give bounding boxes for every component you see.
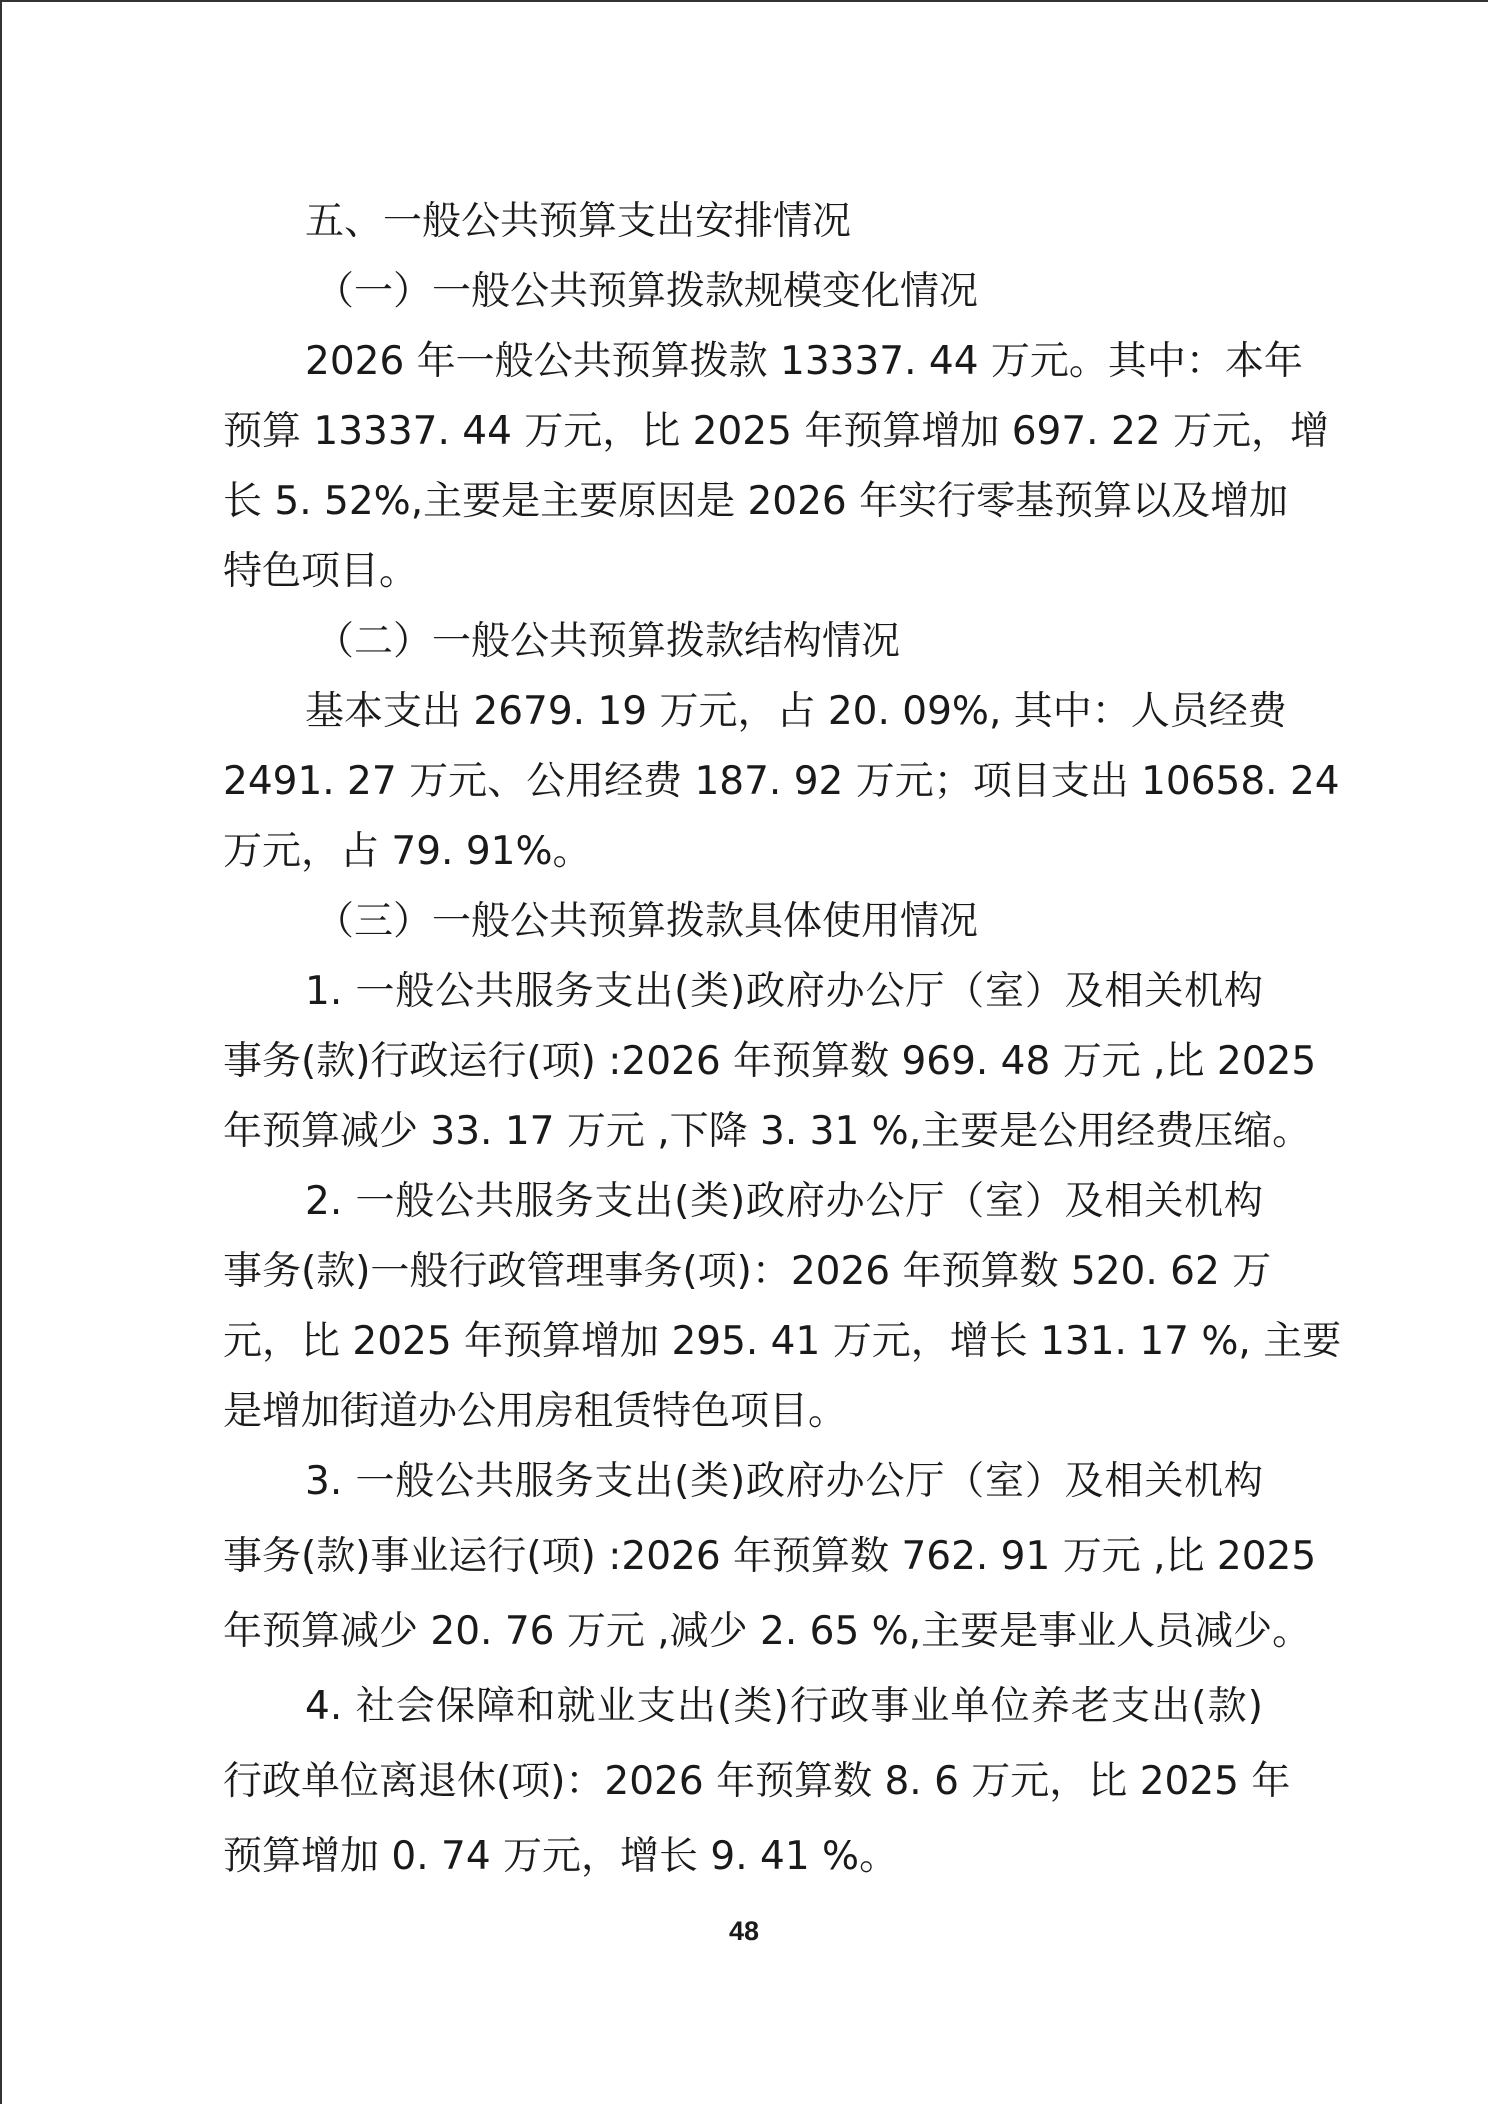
- section-heading: 五、一般公共预算支出安排情况: [305, 199, 852, 244]
- subsection-heading-1: （一）一般公共预算拨款规模变化情况: [315, 269, 979, 314]
- list-item-line: 4. 社会保障和就业支出(类)行政事业单位养老支出(款): [305, 1684, 1263, 1729]
- page-top-border: [0, 0, 1488, 2]
- subsection-heading-3: （三）一般公共预算拨款具体使用情况: [315, 899, 979, 944]
- list-item-line: 事务(款)一般行政管理事务(项)：2026 年预算数 520. 62 万: [223, 1249, 1272, 1294]
- list-item-line: 预算增加 0. 74 万元，增长 9. 41 %。: [223, 1834, 899, 1879]
- paragraph-line: 长 5. 52%,主要是主要原因是 2026 年实行零基预算以及增加: [223, 479, 1289, 524]
- list-item-line: 3. 一般公共服务支出(类)政府办公厅（室）及相关机构: [305, 1459, 1263, 1504]
- list-item-line: 2. 一般公共服务支出(类)政府办公厅（室）及相关机构: [305, 1179, 1263, 1224]
- list-item-line: 年预算减少 33. 17 万元 ,下降 3. 31 %,主要是公用经费压缩。: [223, 1109, 1312, 1154]
- paragraph-line: 基本支出 2679. 19 万元，占 20. 09%, 其中：人员经费: [305, 689, 1287, 734]
- page-left-border: [0, 0, 2, 2104]
- paragraph-line: 2026 年一般公共预算拨款 13337. 44 万元。其中：本年: [305, 339, 1303, 384]
- page-number: 48: [728, 1916, 760, 1946]
- list-item-line: 1. 一般公共服务支出(类)政府办公厅（室）及相关机构: [305, 969, 1263, 1014]
- paragraph-line: 万元，占 79. 91%。: [223, 829, 592, 874]
- list-item-line: 年预算减少 20. 76 万元 ,减少 2. 65 %,主要是事业人员减少。: [223, 1609, 1312, 1654]
- paragraph-line: 预算 13337. 44 万元，比 2025 年预算增加 697. 22 万元，增: [223, 409, 1329, 454]
- list-item-line: 是增加街道办公用房租赁特色项目。: [223, 1389, 848, 1434]
- list-item-line: 事务(款)行政运行(项) :2026 年预算数 969. 48 万元 ,比 2025: [223, 1039, 1317, 1084]
- paragraph-line: 2491. 27 万元、公用经费 187. 92 万元；项目支出 10658. 24: [223, 759, 1340, 804]
- subsection-heading-2: （二）一般公共预算拨款结构情况: [315, 619, 901, 664]
- list-item-line: 行政单位离退休(项)：2026 年预算数 8. 6 万元，比 2025 年: [223, 1759, 1291, 1804]
- list-item-line: 事务(款)事业运行(项) :2026 年预算数 762. 91 万元 ,比 2025: [223, 1534, 1317, 1579]
- paragraph-line: 特色项目。: [223, 549, 419, 594]
- list-item-line: 元，比 2025 年预算增加 295. 41 万元，增长 131. 17 %, 主要: [223, 1319, 1342, 1364]
